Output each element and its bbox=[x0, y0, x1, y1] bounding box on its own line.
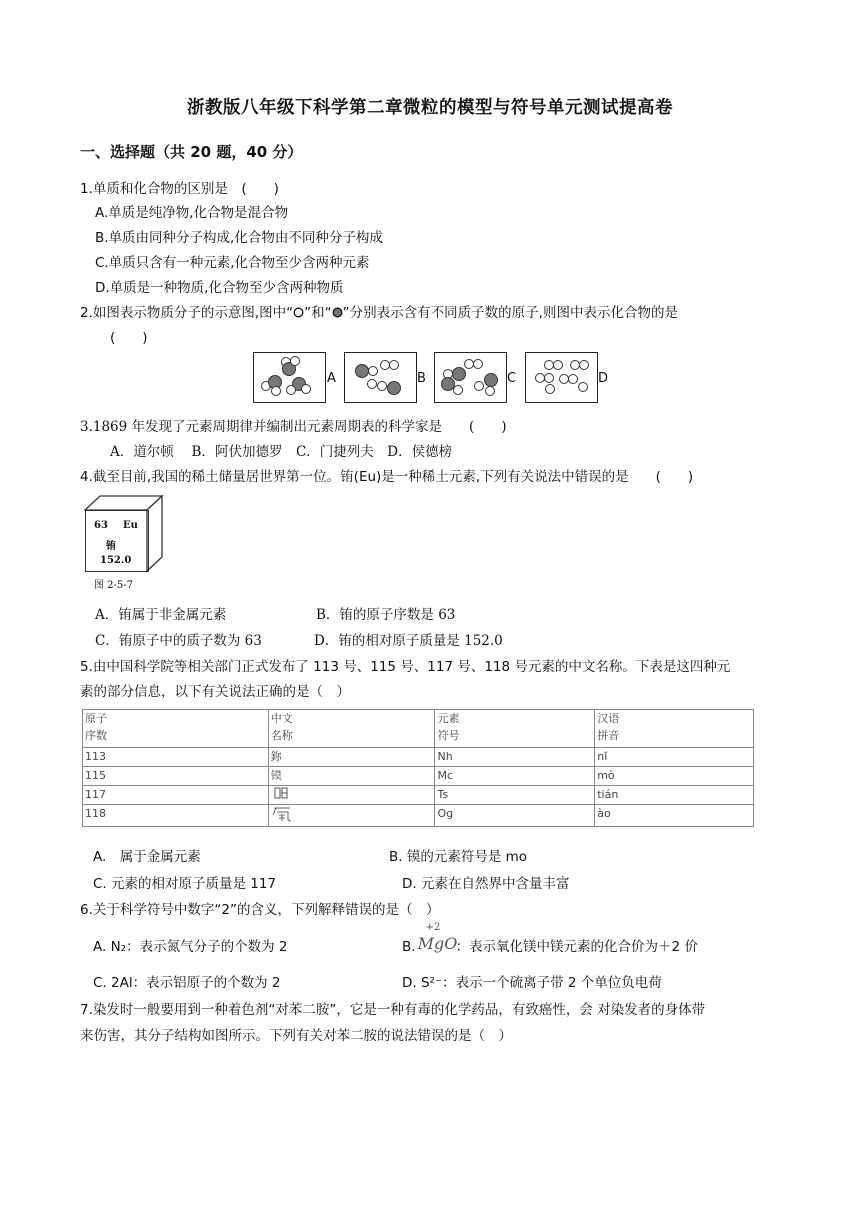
og-character-glyph bbox=[271, 805, 293, 823]
molecule-d-atoms bbox=[526, 353, 596, 401]
q4-stem: 4.截至目前,我国的稀土储量居世界第一位。铕(Eu)是一种稀土元素,下列有关说法中错误的是 ( ) bbox=[80, 469, 694, 485]
molecule-diagram-b bbox=[344, 352, 417, 403]
table-cell: 118 bbox=[83, 805, 269, 827]
table-cell bbox=[268, 805, 435, 827]
element-info-table bbox=[82, 709, 754, 827]
q4-option-c: C．铕原子中的质子数为 63 bbox=[95, 633, 262, 649]
header-text: 符号 bbox=[437, 729, 460, 742]
q1-option-d: D.单质是一种物质,化合物至少含两种物质 bbox=[95, 280, 344, 296]
q1-stem: 1.单质和化合物的区别是 ( ) bbox=[80, 181, 279, 197]
molecule-a-atoms bbox=[254, 353, 324, 401]
valence-superscript: +2 bbox=[425, 922, 441, 933]
card-atomic-number: 63 bbox=[94, 520, 108, 531]
q5-stem-line2: 素的部分信息，以下有关说法正确的是（ ） bbox=[80, 684, 350, 700]
header-text: 中文 bbox=[270, 712, 293, 725]
table-cell: Nh bbox=[435, 748, 595, 767]
table-header-cell bbox=[595, 710, 754, 748]
q1-option-c: C.单质只含有一种元素,化合物至少含两种元素 bbox=[95, 255, 370, 271]
q2-stem-line2: ( ) bbox=[110, 330, 148, 346]
table-cell: ào bbox=[595, 805, 754, 827]
header-text: 原子 bbox=[85, 712, 107, 725]
table-cell: mò bbox=[595, 767, 754, 786]
table-header-cell bbox=[83, 710, 269, 748]
molecule-label-a: A bbox=[327, 371, 336, 386]
q5-option-a: A. 属于金属元素 bbox=[93, 849, 201, 865]
q6-option-d: D. S²⁻：表示一个硫离子带 2 个单位负电荷 bbox=[402, 975, 662, 991]
table-cell: Og bbox=[435, 805, 595, 827]
q3-stem: 3.1869 年发现了元素周期律并编制出元素周期表的科学家是 ( ) bbox=[80, 419, 507, 435]
table-cell: 113 bbox=[83, 748, 269, 767]
q6-option-b-prefix: B. bbox=[402, 939, 416, 955]
q1-option-a: A.单质是纯净物,化合物是混合物 bbox=[95, 205, 289, 221]
molecule-diagram-c bbox=[434, 352, 507, 403]
q5-option-b: B. 镆的元素符号是 mo bbox=[389, 849, 528, 865]
molecule-label-b: B bbox=[417, 371, 426, 386]
q6-option-c: C. 2Al：表示铝原子的个数为 2 bbox=[93, 975, 281, 991]
q6-option-a: A. N₂：表示氮气分子的个数为 2 bbox=[93, 939, 288, 955]
q4-option-d: D．铕的相对原子质量是 152.0 bbox=[314, 633, 503, 649]
header-text: 元素 bbox=[437, 712, 460, 725]
table-header-row bbox=[83, 710, 754, 748]
molecule-c-atoms bbox=[435, 353, 505, 401]
q7-stem-line1: 7.染发时一般要用到一种着色剂“对苯二胺”，它是一种有毒的化学药品，有致癌性，会 对染发者的身体带 bbox=[80, 1002, 706, 1018]
section-heading: 一、选择题（共 20 题，40 分） bbox=[80, 143, 303, 161]
q1-option-b: B.单质由同种分子构成,化合物由不同种分子构成 bbox=[95, 230, 383, 246]
table-header-cell bbox=[435, 710, 595, 748]
q6-stem: 6.关于科学符号中数字“2”的含义，下列解释错误的是（ ） bbox=[80, 902, 440, 918]
q2-stem bbox=[80, 301, 678, 321]
dark-atom-icon bbox=[332, 307, 343, 318]
q7-stem-line2: 来伤害，其分子结构如图所示。下列有关对苯二胺的说法错误的是（ ） bbox=[80, 1028, 512, 1044]
molecule-diagram-d bbox=[525, 352, 598, 403]
header-text: 汉语 bbox=[597, 712, 620, 725]
q6-option-b-text: ：表示氧化镁中镁元素的化合价为＋2 价 bbox=[455, 939, 698, 955]
molecule-label-d: D bbox=[598, 371, 609, 386]
white-atom-icon bbox=[293, 307, 304, 318]
table-cell: Mc bbox=[435, 767, 595, 786]
table-cell: nǐ bbox=[595, 748, 754, 767]
table-cell: tián bbox=[595, 786, 754, 805]
q6-option-b bbox=[402, 922, 698, 956]
q3-options: A．道尔顿 B．阿伏加德罗 C．门捷列夫 D．侯德榜 bbox=[110, 444, 453, 460]
ts-character-glyph bbox=[274, 786, 288, 800]
card-atomic-mass: 152.0 bbox=[100, 555, 132, 566]
molecule-b-atoms bbox=[345, 353, 415, 401]
q2-stem-part2: ”和“ bbox=[304, 305, 332, 321]
q5-stem-line1: 5.由中国科学院等相关部门正式发布了 113 号、115 号、117 号、118 号元素的中文名称。下表是这四种元 bbox=[80, 659, 731, 675]
q5-option-c: C. 元素的相对原子质量是 117 bbox=[93, 876, 277, 892]
figure-caption: 图 2-5-7 bbox=[94, 580, 134, 591]
card-symbol: Eu bbox=[123, 520, 138, 531]
table-header-cell bbox=[268, 710, 435, 748]
formula-mgo bbox=[416, 922, 458, 954]
header-text: 拼音 bbox=[597, 729, 620, 742]
table-row bbox=[83, 767, 754, 786]
table-cell: Ts bbox=[435, 786, 595, 805]
page-title: 浙教版八年级下科学第二章微粒的模型与符号单元测试提高卷 bbox=[187, 98, 673, 118]
formula-text: MgO bbox=[417, 934, 458, 953]
q2-stem-part1: 2.如图表示物质分子的示意图,图中“ bbox=[80, 305, 294, 321]
card-element-name: 铕 bbox=[106, 541, 116, 552]
q2-stem-part3: ”分别表示含有不同质子数的原子,则图中表示化合物的是 bbox=[342, 305, 678, 321]
q4-option-a: A．铕属于非金属元素 bbox=[95, 607, 227, 623]
table-cell bbox=[268, 786, 435, 805]
table-cell: 115 bbox=[83, 767, 269, 786]
table-cell: 117 bbox=[83, 786, 269, 805]
table-row bbox=[83, 748, 754, 767]
header-text: 序数 bbox=[85, 729, 107, 742]
table-cell: 镆 bbox=[268, 767, 435, 786]
molecule-label-c: C bbox=[507, 371, 517, 386]
table-row bbox=[83, 805, 754, 827]
q5-option-d: D. 元素在自然界中含量丰富 bbox=[402, 876, 570, 892]
header-text: 名称 bbox=[270, 729, 293, 742]
table-row bbox=[83, 786, 754, 805]
q4-option-b: B．铕的原子序数是 63 bbox=[316, 607, 456, 623]
table-cell: 鉨 bbox=[268, 748, 435, 767]
molecule-diagram-a bbox=[253, 352, 326, 403]
